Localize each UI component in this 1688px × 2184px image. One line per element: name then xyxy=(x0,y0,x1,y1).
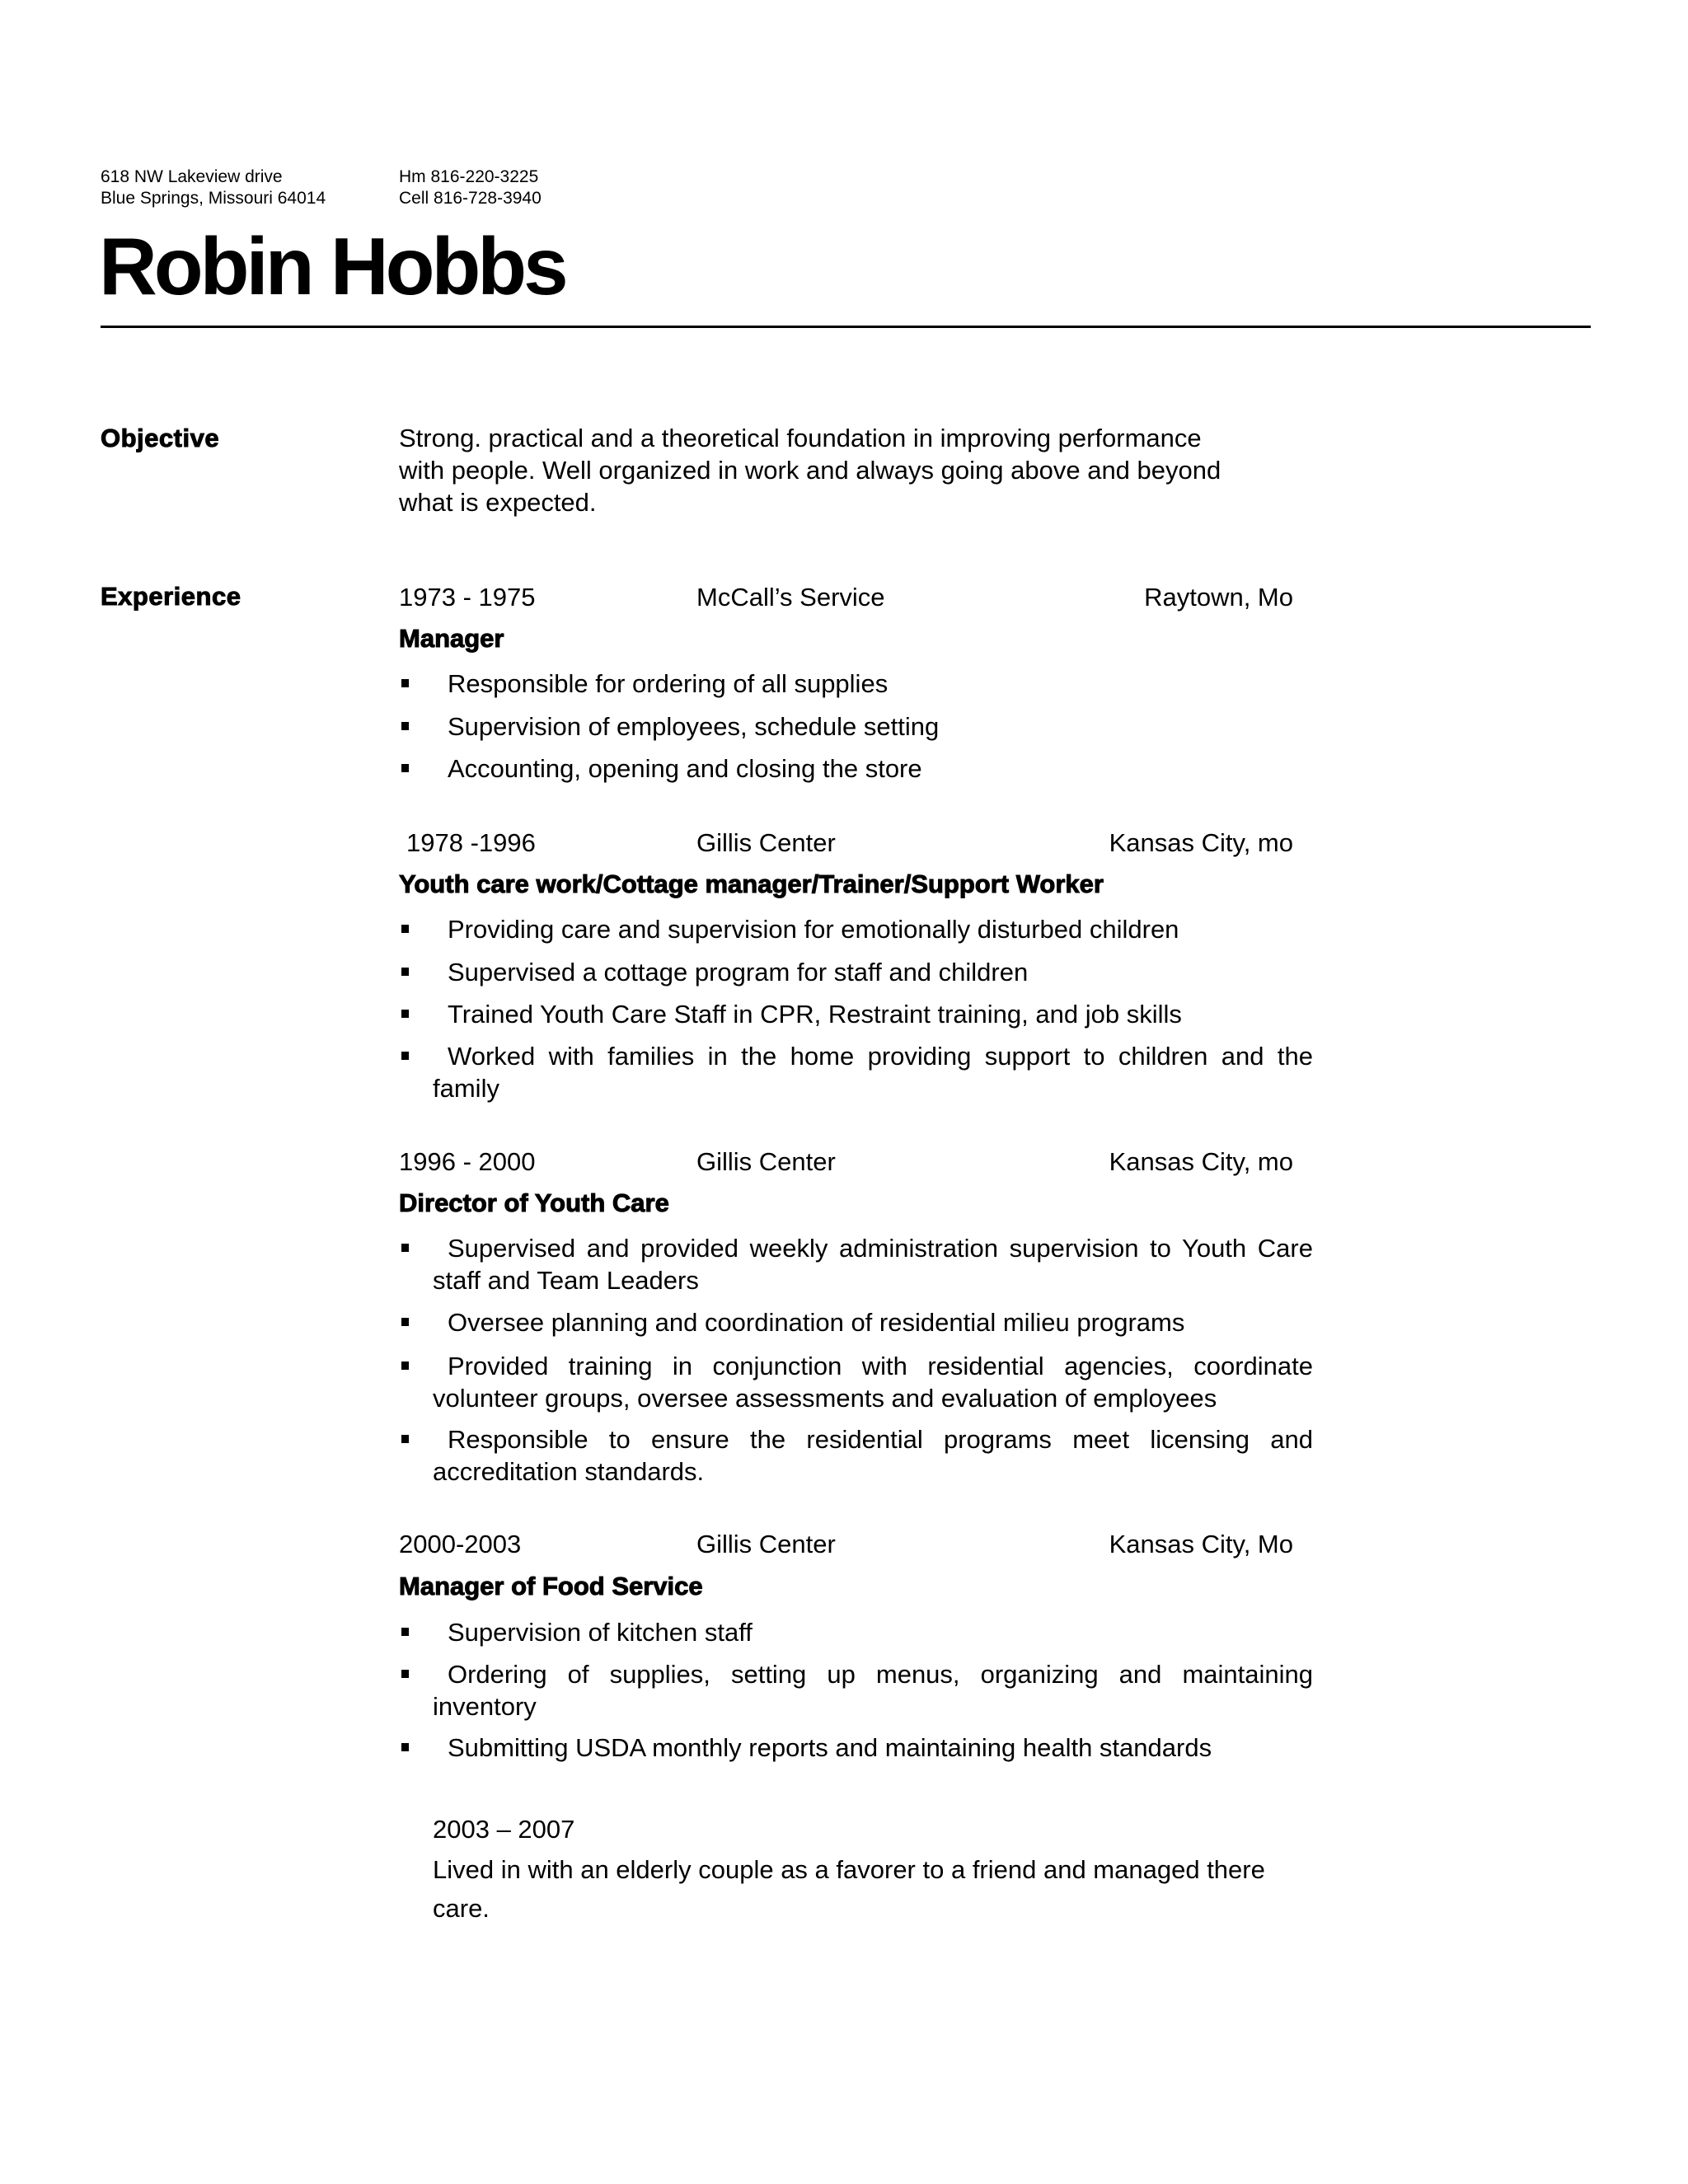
job-employer: Gillis Center xyxy=(696,828,836,857)
bullet-icon xyxy=(401,1361,409,1370)
extra-dates: 2003 – 2007 xyxy=(433,1815,575,1844)
phone-home: Hm 816-220-3225 xyxy=(399,167,539,186)
job-bullet: Supervised a cottage program for staff and children xyxy=(433,956,1313,988)
objective-line: what is expected. xyxy=(399,488,597,517)
bullet-icon xyxy=(401,1244,409,1252)
job-bullet: Responsible to ensure the residential programs meet licensing and accreditation standards. xyxy=(433,1423,1313,1488)
phone-cell: Cell 816-728-3940 xyxy=(399,189,542,208)
candidate-name: Robin Hobbs xyxy=(99,221,565,312)
section-objective-label: Objective xyxy=(101,424,220,452)
job-dates: 1996 - 2000 xyxy=(399,1147,536,1176)
job-employer: McCall’s Service xyxy=(696,583,885,612)
bullet-icon xyxy=(401,1743,409,1751)
job-bullet: Responsible for ordering of all supplies xyxy=(433,668,1313,700)
job-bullet: Trained Youth Care Staff in CPR, Restraint training, and job skills xyxy=(433,998,1313,1030)
job-bullet: Providing care and supervision for emotionally disturbed children xyxy=(433,913,1313,945)
bullet-icon xyxy=(401,925,409,933)
job-dates: 1978 -1996 xyxy=(406,828,536,857)
job-bullet: Accounting, opening and closing the store xyxy=(433,752,1313,785)
bullet-icon xyxy=(401,1670,409,1678)
address-line-1: 618 NW Lakeview drive xyxy=(101,167,283,186)
bullet-icon xyxy=(401,764,409,772)
objective-line: with people. Well organized in work and always going above and beyond xyxy=(399,456,1221,485)
address-line-2: Blue Springs, Missouri 64014 xyxy=(101,189,326,208)
bullet-icon xyxy=(401,968,409,976)
job-bullet: Supervision of kitchen staff xyxy=(433,1616,1313,1648)
job-dates: 2000-2003 xyxy=(399,1530,522,1558)
bullet-icon xyxy=(401,722,409,730)
job-title: Youth care work/Cottage manager/Trainer/Support Worker xyxy=(399,869,1104,898)
section-experience-label: Experience xyxy=(101,582,241,611)
bullet-icon xyxy=(401,1318,409,1326)
objective-line: Strong. practical and a theoretical foundation in improving performance xyxy=(399,424,1202,452)
job-bullet: Submitting USDA monthly reports and maintaining health standards xyxy=(433,1732,1313,1764)
job-title: Director of Youth Care xyxy=(399,1188,669,1217)
bullet-icon xyxy=(401,1010,409,1018)
job-bullet: Worked with families in the home providing support to children and the family xyxy=(433,1040,1313,1104)
bullet-icon xyxy=(401,1052,409,1060)
job-bullet: Supervision of employees, schedule setting xyxy=(433,710,1313,743)
bullet-icon xyxy=(401,679,409,687)
bullet-icon xyxy=(401,1628,409,1636)
job-employer: Gillis Center xyxy=(696,1147,836,1176)
extra-description: Lived in with an elderly couple as a favorer to a friend and managed there xyxy=(433,1855,1265,1884)
job-location: Kansas City, Mo xyxy=(1109,1530,1293,1558)
job-location: Raytown, Mo xyxy=(1144,583,1293,612)
bullet-icon xyxy=(401,1435,409,1443)
job-employer: Gillis Center xyxy=(696,1530,836,1558)
header-divider xyxy=(101,326,1591,328)
job-location: Kansas City, mo xyxy=(1109,1147,1293,1176)
job-bullet: Provided training in conjunction with residential agencies, coordinate volunteer groups, oversee assessments and evaluation of employees xyxy=(433,1350,1313,1414)
job-dates: 1973 - 1975 xyxy=(399,583,536,612)
job-bullet: Supervised and provided weekly administration supervision to Youth Care staff and Team Leaders xyxy=(433,1232,1313,1296)
job-bullet: Oversee planning and coordination of residential milieu programs xyxy=(433,1306,1313,1338)
job-title: Manager of Food Service xyxy=(399,1572,703,1601)
job-bullet: Ordering of supplies, setting up menus, organizing and maintaining inventory xyxy=(433,1658,1313,1722)
job-location: Kansas City, mo xyxy=(1109,828,1293,857)
extra-description: care. xyxy=(433,1894,490,1923)
job-title: Manager xyxy=(399,624,504,653)
